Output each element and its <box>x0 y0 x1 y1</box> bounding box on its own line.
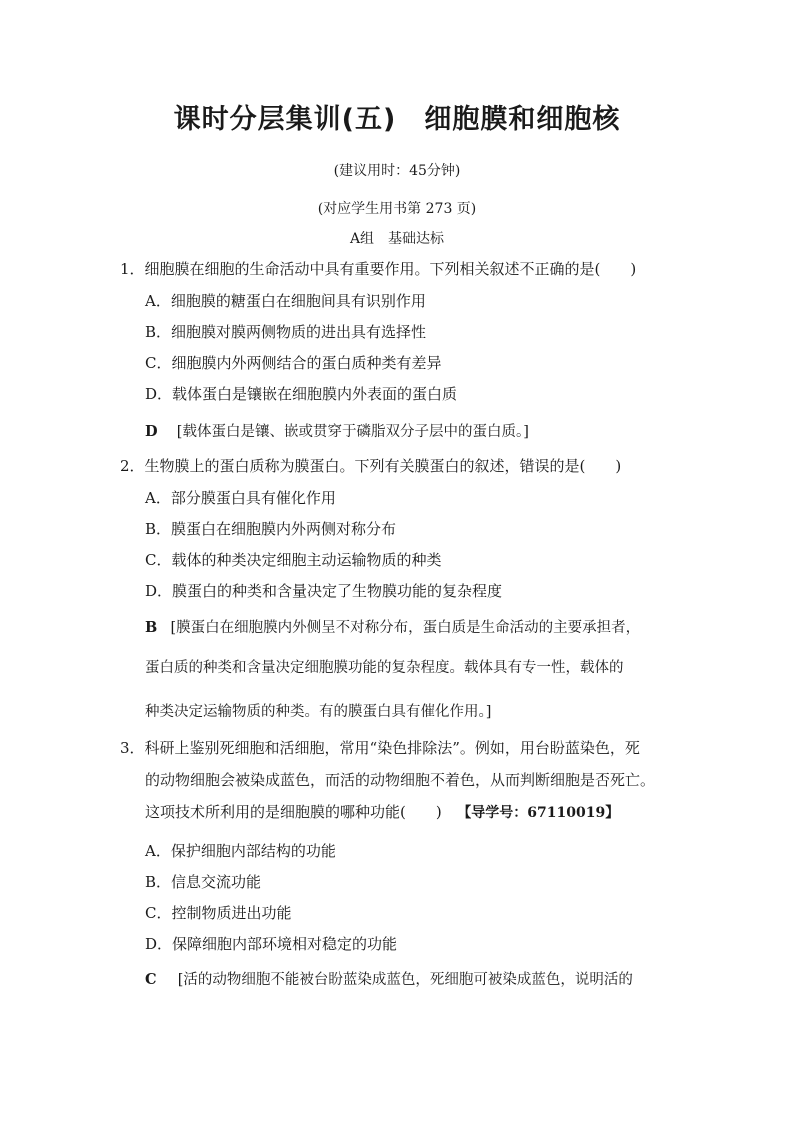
question-1-option-a: A．细胞膜的糖蛋白在细胞间具有识别作用 <box>145 292 426 310</box>
question-1-explanation: [载体蛋白是镶、嵌或贯穿于磷脂双分子层中的蛋白质。] <box>176 424 529 440</box>
question-2-option-b: B．膜蛋白在细胞膜内外两侧对称分布 <box>145 520 397 538</box>
question-3-stem-line-3: 这项技术所利用的是细胞膜的哪种功能( ) <box>145 803 442 821</box>
question-2-option-d: D．膜蛋白的种类和含量决定了生物膜功能的复杂程度 <box>145 582 503 600</box>
question-3-stem-line-3-row <box>145 801 619 822</box>
question-1-option-b: B．细胞膜对膜两侧物质的进出具有选择性 <box>145 323 427 341</box>
question-1-option-d: D．载体蛋白是镶嵌在细胞膜内外表面的蛋白质 <box>145 385 458 403</box>
question-3-option-d: D．保障细胞内部环境相对稳定的功能 <box>145 935 398 953</box>
question-3-option-a: A．保护细胞内部结构的功能 <box>145 842 336 860</box>
question-2-option-c: C．载体的种类决定细胞主动运输物质的种类 <box>145 551 442 569</box>
question-2-answer-row <box>145 616 640 637</box>
question-1-option-c: C．细胞膜内外两侧结合的蛋白质种类有差异 <box>145 354 442 372</box>
question-2-answer: B <box>145 619 158 636</box>
question-2-explanation-line-2: 蛋白质的种类和含量决定细胞膜功能的复杂程度。载体具有专一性，载体的 <box>145 660 624 676</box>
page-title: 课时分层集训(五) 细胞膜和细胞核 <box>173 104 621 135</box>
question-3-stem-line-1: 3．科研上鉴别死细胞和活细胞，常用“染色排除法”。例如，用台盼蓝染色，死 <box>120 739 640 757</box>
question-3-answer-row <box>145 968 633 989</box>
question-3-option-c: C．控制物质进出功能 <box>145 904 292 922</box>
question-3-option-b: B．信息交流功能 <box>145 873 262 891</box>
question-2-stem: 2．生物膜上的蛋白质称为膜蛋白。下列有关膜蛋白的叙述，错误的是( ) <box>120 457 622 475</box>
question-3-stem-line-2: 的动物细胞会被染成蓝色，而活的动物细胞不着色，从而判断细胞是否死亡。 <box>145 771 656 789</box>
question-1-stem: 1．细胞膜在细胞的生命活动中具有重要作用。下列相关叙述不正确的是( ) <box>120 260 637 278</box>
question-3-answer: C <box>145 971 157 988</box>
section-heading: A组 基础达标 <box>349 231 445 247</box>
question-2-explanation-line-1: [膜蛋白在细胞膜内外侧呈不对称分布，蛋白质是生命活动的主要承担者， <box>170 620 641 636</box>
question-1-answer-row <box>145 420 529 441</box>
question-2-explanation-line-3: 种类决定运输物质的种类。有的膜蛋白具有催化作用。] <box>145 704 492 720</box>
book-reference: (对应学生用书第 273 页) <box>317 201 477 217</box>
question-3-explanation: [活的动物细胞不能被台盼蓝染成蓝色，死细胞可被染成蓝色，说明活的 <box>177 972 633 988</box>
question-2-option-a: A．部分膜蛋白具有催化作用 <box>145 489 336 507</box>
suggested-time: (建议用时：45分钟) <box>333 163 461 179</box>
question-3-reference-tag: 【导学号：67110019】 <box>457 805 620 821</box>
question-1-answer: D <box>145 423 158 440</box>
